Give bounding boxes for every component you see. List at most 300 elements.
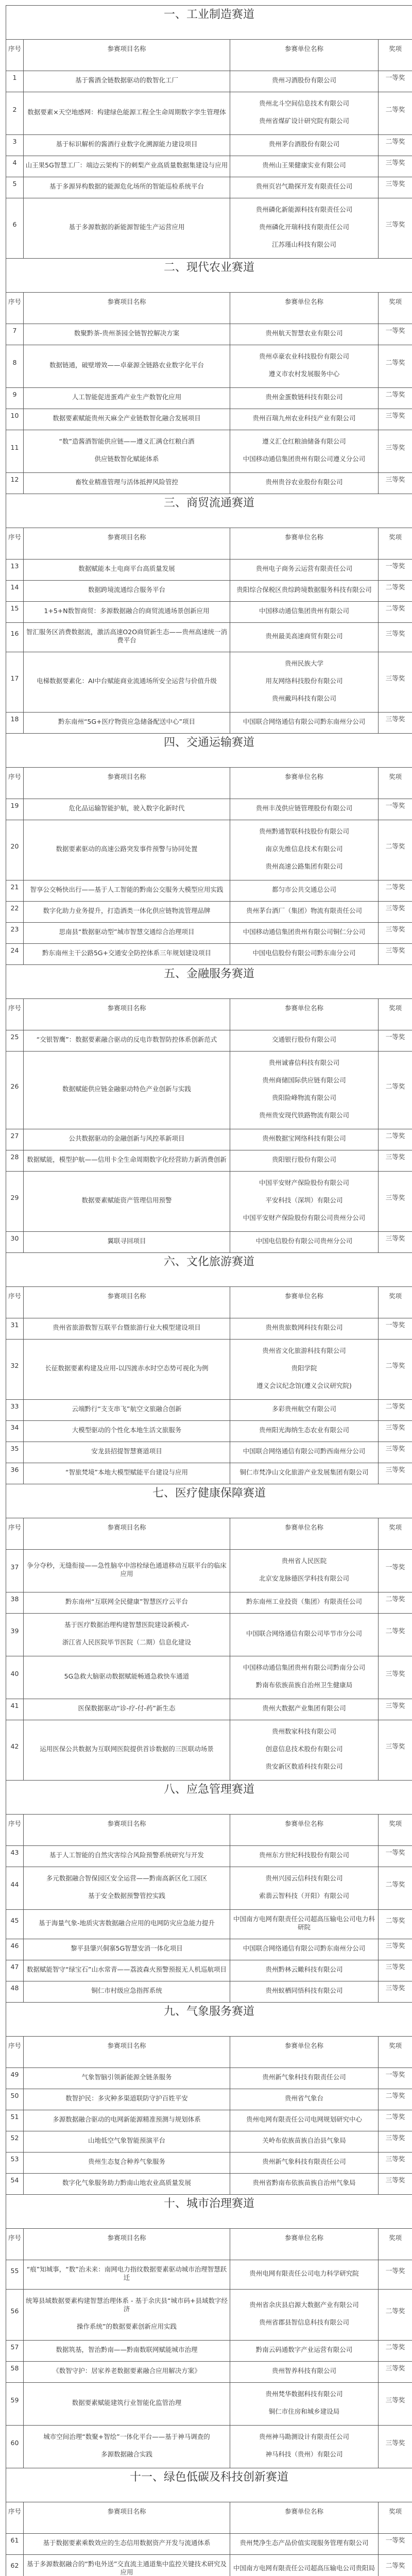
- project-name-line: 医保数据驱动“诊-疗-付-药”新生态: [25, 1704, 229, 1713]
- table-row: [6, 2089, 412, 2110]
- column-header-unit: 参赛单位名称: [230, 2502, 379, 2534]
- project-name-cell: [24, 2089, 230, 2110]
- participant-unit-cell: [230, 602, 379, 623]
- column-header-row: [6, 1287, 412, 1318]
- column-header-project: 参赛项目名称: [24, 768, 230, 799]
- project-name-line: 数据要素赋能资产管理信用预警: [25, 1196, 229, 1205]
- project-name-line: 数智护民：多灾种多渠道联防守护百姓平安: [25, 2094, 229, 2103]
- award-level: 二等奖: [379, 92, 412, 135]
- participant-unit-name: 交通银行股份有限公司: [231, 1036, 377, 1044]
- project-name-line: 数据要素赋能建筑行业智能化监管治理: [25, 2399, 229, 2407]
- award-level: 二等奖: [379, 2089, 412, 2110]
- column-header-row: [6, 999, 412, 1030]
- project-name-line: 黔东南州“5G+医疗物资应急储备配送中心”项目: [25, 718, 229, 726]
- row-number: 1: [6, 71, 24, 92]
- award-level: 一等奖: [379, 1318, 412, 1340]
- participant-unit-name: 贵州省黔南布依族苗族自治州气象局: [231, 2179, 377, 2187]
- participant-unit-name: 索翡云智科技（开阳）有限公司: [231, 1887, 377, 1902]
- section-header-row: [6, 965, 412, 999]
- row-number: 40: [6, 1656, 24, 1699]
- row-number: 51: [6, 2110, 24, 2131]
- award-level: 三等奖: [379, 156, 412, 177]
- project-name-line: 多源数据融合驱动的电网新能源精准预测与规划体系: [25, 2115, 229, 2124]
- column-header-award: 奖项: [379, 293, 412, 324]
- participant-unit-name: 贵州高速公路集团有限公司: [231, 858, 377, 873]
- row-number: 53: [6, 2153, 24, 2174]
- table-row: [6, 1939, 412, 1960]
- section-title: 十一、绿色低碳及科技创新赛道: [6, 2468, 412, 2502]
- award-level: 三等奖: [379, 2362, 412, 2383]
- participant-unit-name: 铜仁市住房和城乡建设局: [231, 2403, 377, 2418]
- column-header-unit: 参赛单位名称: [230, 999, 379, 1030]
- column-header-award: 奖项: [379, 40, 412, 71]
- table-row: [6, 623, 412, 652]
- project-name-cell: [24, 713, 230, 734]
- participant-unit-name: 贵州阳光海纳生态农业有限公司: [231, 1426, 377, 1434]
- table-row: [6, 430, 412, 473]
- project-name-cell: [24, 1614, 230, 1656]
- project-name-line: 电梯数据要素化：AI中台赋能商业流通场所安全运营与价值升级: [25, 677, 229, 685]
- row-number: 44: [6, 1867, 24, 1910]
- row-number: 50: [6, 2089, 24, 2110]
- award-level: 三等奖: [379, 1939, 412, 1960]
- participant-unit-cell: [230, 2290, 379, 2341]
- participant-unit-cell: [230, 1318, 379, 1340]
- award-level: 三等奖: [379, 2131, 412, 2153]
- project-name-cell: [24, 2426, 230, 2468]
- table-row: [6, 713, 412, 734]
- column-header-award: 奖项: [379, 1815, 412, 1846]
- award-level: 三等奖: [379, 944, 412, 965]
- column-header-row: [6, 528, 412, 560]
- participant-unit-name: 关岭布依族苗族自治县气象局: [231, 2137, 377, 2145]
- project-name-cell: [24, 430, 230, 473]
- project-name-line: 长征数据要素构建及应用-以四渡赤水时空态势可视化为例: [25, 1364, 229, 1372]
- table-row: [6, 2174, 412, 2195]
- participant-unit-cell: [230, 1656, 379, 1699]
- participant-unit-cell: [230, 2426, 379, 2468]
- project-name-cell: [24, 1981, 230, 2003]
- project-name-cell: [24, 1960, 230, 1981]
- award-level: 二等奖: [379, 581, 412, 602]
- project-name-cell: [24, 1421, 230, 1442]
- participant-unit-cell: [230, 799, 379, 820]
- project-name-line: 智汇服务区消费数据流，激活高速O2O商贸新生态——贵州高速统一消费平台: [25, 628, 229, 645]
- section-header-row: [6, 6, 412, 40]
- award-level: 三等奖: [379, 2153, 412, 2174]
- table-row: [6, 2290, 412, 2341]
- row-number: 22: [6, 902, 24, 923]
- project-name-line: 基于安全数据预警管控实践: [25, 1887, 229, 1902]
- participant-unit-name: 贵州省煤矿设计研究院有限公司: [231, 112, 377, 127]
- column-header-unit: 参赛单位名称: [230, 528, 379, 560]
- project-name-cell: [24, 198, 230, 259]
- project-name-line: 数据要素×天空地感网：构建绿色能源工程全生命周期数字孪生管理体: [25, 108, 229, 116]
- project-name-cell: [24, 2260, 230, 2290]
- participant-unit-name: 贵州新气象科技有限责任公司: [231, 2158, 377, 2166]
- section-title: 六、文化旅游赛道: [6, 1253, 412, 1287]
- award-level: 三等奖: [379, 652, 412, 713]
- participant-unit-name: 贵州蚁栖同悟科技有限公司: [231, 1987, 377, 1995]
- section-title: 四、交通运输赛道: [6, 734, 412, 768]
- table-row: [6, 2534, 412, 2555]
- row-number: 9: [6, 388, 24, 409]
- participant-unit-name: 贵州茅台酒股份有限公司: [231, 140, 377, 148]
- project-name-cell: [24, 1846, 230, 1867]
- participant-unit-name: 中国平安财产保险股份有限公司: [231, 1177, 377, 1192]
- column-header-unit: 参赛单位名称: [230, 40, 379, 71]
- project-name-line: 统筹县域数据要素构建智慧治理体系 - 基于余庆县“城市码+县域数字经济: [25, 2295, 229, 2318]
- row-number: 56: [6, 2290, 24, 2341]
- project-name-line: 多元数据融合智保园区安全运营——黔南高新区化工园区: [25, 1872, 229, 1887]
- award-level: 三等奖: [379, 2426, 412, 2468]
- project-name-line: 数字化气象服务助力黔南山地农业高质量发展: [25, 2179, 229, 2187]
- award-level: 二等奖: [379, 345, 412, 388]
- award-level: 三等奖: [379, 1150, 412, 1172]
- participant-unit-cell: [230, 71, 379, 92]
- award-level: 三等奖: [379, 2174, 412, 2195]
- table-row: [6, 2131, 412, 2153]
- project-name-cell: [24, 1592, 230, 1614]
- participant-unit-cell: [230, 880, 379, 902]
- participant-unit-name: 贵州页岩气勘探开发有限责任公司: [231, 182, 377, 191]
- participant-unit-name: 贵州省郡县智信息科技有限公司: [231, 2314, 377, 2329]
- participant-unit-cell: [230, 1463, 379, 1484]
- project-name-cell: [24, 1550, 230, 1592]
- award-table: [6, 5, 412, 2576]
- award-level: 一等奖: [379, 71, 412, 92]
- row-number: 21: [6, 880, 24, 902]
- row-number: 18: [6, 713, 24, 734]
- project-name-line: 基于多源数据的新能源智能生产运营应用: [25, 223, 229, 231]
- table-row: [6, 1592, 412, 1614]
- project-name-cell: [24, 1720, 230, 1781]
- award-level: 三等奖: [379, 923, 412, 944]
- award-level: 二等奖: [379, 1340, 412, 1400]
- participant-unit-name: 中国南方电网有限责任公司超高压输电公司电力科研院: [231, 1915, 377, 1931]
- row-number: 4: [6, 156, 24, 177]
- participant-unit-name: 贵州百瑞九州农业科技产业有限公司: [231, 414, 377, 422]
- column-header-unit: 参赛单位名称: [230, 1518, 379, 1550]
- column-header-unit: 参赛单位名称: [230, 2229, 379, 2260]
- row-number: 54: [6, 2174, 24, 2195]
- project-name-line: “智旅梵境”本地大模型赋能平台建设与应用: [25, 1468, 229, 1477]
- table-row: [6, 602, 412, 623]
- project-name-cell: [24, 581, 230, 602]
- project-name-cell: [24, 799, 230, 820]
- participant-unit-cell: [230, 2534, 379, 2555]
- table-row: [6, 388, 412, 409]
- participant-unit-cell: [230, 2174, 379, 2195]
- project-name-cell: [24, 2383, 230, 2426]
- table-row: [6, 2260, 412, 2290]
- row-number: 39: [6, 1614, 24, 1656]
- project-name-cell: [24, 1340, 230, 1400]
- project-name-cell: [24, 1699, 230, 1720]
- project-name-line: 操作系统”的数据要素创新应用实践: [25, 2318, 229, 2333]
- table-row: [6, 71, 412, 92]
- participant-unit-name: 贵州磷化新能源科技有限责任公司: [231, 204, 377, 218]
- table-row: [6, 560, 412, 581]
- column-header-project: 参赛项目名称: [24, 2037, 230, 2068]
- row-number: 6: [6, 198, 24, 259]
- participant-unit-cell: [230, 944, 379, 965]
- award-level: 一等奖: [379, 324, 412, 345]
- section-title: 七、医疗健康保障赛道: [6, 1484, 412, 1518]
- participant-unit-cell: [230, 1846, 379, 1867]
- section-title: 二、现代农业赛道: [6, 259, 412, 293]
- award-level: 二等奖: [379, 1867, 412, 1910]
- project-name-cell: [24, 602, 230, 623]
- participant-unit-cell: [230, 623, 379, 652]
- table-row: [6, 2362, 412, 2383]
- participant-unit-cell: [230, 1550, 379, 1592]
- participant-unit-name: 中国电信股份有限公司黔东南分公司: [231, 949, 377, 957]
- project-name-cell: [24, 1463, 230, 1484]
- column-header-row: [6, 1815, 412, 1846]
- project-name-cell: [24, 1030, 230, 1052]
- project-name-line: 贵州省旅游数智互联平台暨旅游行业大模型建设项目: [25, 1324, 229, 1332]
- column-header-unit: 参赛单位名称: [230, 2037, 379, 2068]
- participant-unit-name: 江苏瑾山科技有限公司: [231, 236, 377, 251]
- project-name-cell: [24, 1910, 230, 1939]
- project-name-line: 云端黔行“支支串飞”航空文旅融合创新: [25, 1405, 229, 1413]
- award-level: 一等奖: [379, 560, 412, 581]
- participant-unit-name: 贵州省文化旅游科技有限公司: [231, 1345, 377, 1360]
- row-number: 19: [6, 799, 24, 820]
- project-name-line: 黎平县肇兴侗寨5G智慧安消一体化项目: [25, 1944, 229, 1953]
- award-level: 一等奖: [379, 2068, 412, 2089]
- project-name-line: 危化品运输智能护航，驶入数字化新时代: [25, 804, 229, 812]
- column-header-no: 序号: [6, 293, 24, 324]
- column-header-row: [6, 1518, 412, 1550]
- project-name-cell: [24, 1172, 230, 1232]
- project-name-line: 翼联寻回项目: [25, 1237, 229, 1245]
- participant-unit-name: 北京安龙脉德医学科技有限公司: [231, 1570, 377, 1585]
- section-header-row: [6, 2003, 412, 2037]
- column-header-row: [6, 40, 412, 71]
- project-name-cell: [24, 2068, 230, 2089]
- section-header-row: [6, 734, 412, 768]
- award-level: 三等奖: [379, 1172, 412, 1232]
- participant-unit-cell: [230, 1699, 379, 1720]
- table-row: [6, 1463, 412, 1484]
- table-row: [6, 156, 412, 177]
- row-number: 34: [6, 1421, 24, 1442]
- participant-unit-cell: [230, 923, 379, 944]
- award-level: 三等奖: [379, 2383, 412, 2426]
- row-number: 42: [6, 1720, 24, 1781]
- table-row: [6, 1720, 412, 1781]
- column-header-row: [6, 2502, 412, 2534]
- column-header-project: 参赛项目名称: [24, 1518, 230, 1550]
- project-name-line: 山地低空气象智能预演平台: [25, 2137, 229, 2145]
- project-name-line: 基于海量气象-地质灾害数据融合应用的电网防灾应急能力提升: [25, 1919, 229, 1927]
- project-name-line: 运用医保公共数据为互联网医院提供首诊数据的三医联动场景: [25, 1745, 229, 1753]
- section-header-row: [6, 1253, 412, 1287]
- column-header-no: 序号: [6, 2502, 24, 2534]
- row-number: 5: [6, 177, 24, 198]
- row-number: 45: [6, 1910, 24, 1939]
- participant-unit-cell: [230, 177, 379, 198]
- row-number: 25: [6, 1030, 24, 1052]
- award-level: 二等奖: [379, 1614, 412, 1656]
- participant-unit-name: 贵州省气象台: [231, 2094, 377, 2103]
- table-row: [6, 1400, 412, 1421]
- project-name-line: 城市空间治理“数聚+智绘”一体化平台——基于神马调查的: [25, 2431, 229, 2446]
- project-name-cell: [24, 1232, 230, 1253]
- row-number: 12: [6, 473, 24, 494]
- table-row: [6, 473, 412, 494]
- table-row: [6, 1172, 412, 1232]
- participant-unit-name: 中国移动通信集团贵州有限公司黔南分公司: [231, 1662, 377, 1676]
- participant-unit-name: 黔东南州工业投资（集团）有限责任公司: [231, 1598, 377, 1606]
- participant-unit-cell: [230, 1172, 379, 1232]
- column-header-no: 序号: [6, 1287, 24, 1318]
- participant-unit-cell: [230, 2383, 379, 2426]
- project-name-line: “数”造酱酒智能供应链——遵义汇满仓红粮白酒: [25, 435, 229, 450]
- participant-unit-cell: [230, 345, 379, 388]
- participant-unit-name: 贵州黔通智联科技股份有限公司: [231, 825, 377, 840]
- participant-unit-name: 铜仁市梵净山文化旅游产业发展集团有限公司: [231, 1468, 377, 1477]
- project-name-line: 争分夺秒，无缝衔接——急性脑卒中溶栓绿色通道移动互联平台的临床应用: [25, 1562, 229, 1578]
- column-header-unit: 参赛单位名称: [230, 293, 379, 324]
- project-name-line: 智享公交畅快出行——基于人工智能的黔南公交服务大模型应用实践: [25, 886, 229, 894]
- row-number: 15: [6, 602, 24, 623]
- participant-unit-name: 贵州贵谷农业股份有限公司: [231, 478, 377, 486]
- row-number: 47: [6, 1960, 24, 1981]
- participant-unit-name: 贵安新区数盾科技有限公司: [231, 1758, 377, 1773]
- project-name-cell: [24, 560, 230, 581]
- participant-unit-name: 黔南云码通数字产业运营有限公司: [231, 2346, 377, 2354]
- project-name-line: 铜仁市村级应急指挥系统: [25, 1987, 229, 1995]
- participant-unit-name: 中国电信股份有限公司贵州分公司: [231, 1237, 377, 1245]
- participant-unit-cell: [230, 473, 379, 494]
- row-number: 37: [6, 1550, 24, 1592]
- participant-unit-cell: [230, 1614, 379, 1656]
- table-row: [6, 1150, 412, 1172]
- table-row: [6, 1442, 412, 1463]
- participant-unit-name: 贵阳学院: [231, 1360, 377, 1377]
- participant-unit-cell: [230, 1910, 379, 1939]
- participant-unit-name: 遵义市农村发展服务中心: [231, 365, 377, 380]
- column-header-award: 奖项: [379, 528, 412, 560]
- row-number: 27: [6, 1129, 24, 1150]
- row-number: 32: [6, 1340, 24, 1400]
- award-level: 一等奖: [379, 1846, 412, 1867]
- project-name-cell: [24, 2555, 230, 2576]
- project-name-line: “痕”知城事，“数”治未来：南网电力指纹数据要素驱动城市治理智慧跃迁: [25, 2265, 229, 2282]
- section-title: 十、城市治理赛道: [6, 2195, 412, 2229]
- project-name-cell: [24, 2110, 230, 2131]
- project-name-line: 数据赋能，模型护航——信用卡全生命周期数字化经营助力新消费创新: [25, 1156, 229, 1164]
- table-row: [6, 135, 412, 156]
- row-number: 16: [6, 623, 24, 652]
- participant-unit-name: 贵州梵净生态产品价值实现服务管理有限公司: [231, 2539, 377, 2547]
- row-number: 24: [6, 944, 24, 965]
- section-title: 九、气象服务赛道: [6, 2003, 412, 2037]
- row-number: 13: [6, 560, 24, 581]
- participant-unit-name: 贵州数据宝网络科技有限公司: [231, 1134, 377, 1143]
- participant-unit-name: 黔南布依族苗族自治州卫生健康局: [231, 1676, 377, 1691]
- table-row: [6, 2341, 412, 2362]
- participant-unit-name: 神马科技（贵州）有限公司: [231, 2446, 377, 2461]
- project-name-cell: [24, 1867, 230, 1910]
- participant-unit-cell: [230, 409, 379, 430]
- project-name-line: 浙江省人民医院毕节医院（二期）信息化建设: [25, 1634, 229, 1649]
- row-number: 17: [6, 652, 24, 713]
- row-number: 38: [6, 1592, 24, 1614]
- row-number: 61: [6, 2534, 24, 2555]
- row-number: 59: [6, 2383, 24, 2426]
- column-header-project: 参赛项目名称: [24, 40, 230, 71]
- project-name-line: “交银智鹰”：数据要素融合驱动的反电诈数智防控体系创新范式: [25, 1036, 229, 1044]
- row-number: 3: [6, 135, 24, 156]
- award-level: 三等奖: [379, 902, 412, 923]
- participant-unit-cell: [230, 652, 379, 713]
- column-header-project: 参赛项目名称: [24, 999, 230, 1030]
- row-number: 52: [6, 2131, 24, 2153]
- project-name-cell: [24, 409, 230, 430]
- table-row: [6, 409, 412, 430]
- participant-unit-name: 平安科技（深圳）有限公司: [231, 1192, 377, 1209]
- award-level: 一等奖: [379, 2534, 412, 2555]
- table-row: [6, 1699, 412, 1720]
- project-name-cell: [24, 2174, 230, 2195]
- participant-unit-name: 贵阳银行股份有限公司: [231, 1156, 377, 1164]
- project-name-line: 1+5+N数智商贸：多源数据融合的商贸流通场景创新应用: [25, 607, 229, 615]
- project-name-cell: [24, 177, 230, 198]
- participant-unit-name: 贵州梵华数据科技有限公司: [231, 2388, 377, 2403]
- row-number: 62: [6, 2555, 24, 2576]
- participant-unit-cell: [230, 1232, 379, 1253]
- participant-unit-name: 贵州大数据产业集团有限公司: [231, 1704, 377, 1713]
- project-name-line: 数据筑基，智治黔南——黔南数联网赋能城市治理: [25, 2346, 229, 2354]
- participant-unit-name: 用友网络科技股份有限公司: [231, 672, 377, 690]
- table-row: [6, 1232, 412, 1253]
- column-header-award: 奖项: [379, 2229, 412, 2260]
- participant-unit-cell: [230, 2362, 379, 2383]
- participant-unit-name: 中国联合网络通信有限公司黔东南州分公司: [231, 1944, 377, 1953]
- award-level: 三等奖: [379, 409, 412, 430]
- column-header-project: 参赛项目名称: [24, 293, 230, 324]
- participant-unit-name: 都匀市公共交通总公司: [231, 886, 377, 894]
- section-title: 三、商贸流通赛道: [6, 494, 412, 528]
- project-name-line: 黔东南州“互联网全民健康”智慧医疗云平台: [25, 1598, 229, 1606]
- table-row: [6, 1656, 412, 1699]
- participant-unit-cell: [230, 2068, 379, 2089]
- project-name-line: 数聚黔茶-贵州茶园全链智控解决方案: [25, 329, 229, 337]
- project-name-cell: [24, 71, 230, 92]
- row-number: 55: [6, 2260, 24, 2290]
- award-level: 二等奖: [379, 1592, 412, 1614]
- participant-unit-cell: [230, 1421, 379, 1442]
- row-number: 28: [6, 1150, 24, 1172]
- award-level: 二等奖: [379, 2110, 412, 2131]
- table-row: [6, 944, 412, 965]
- project-name-line: 基于数据要素乘数效应的生态信用数据资产开发与流通体系: [25, 2539, 229, 2547]
- participant-unit-cell: [230, 713, 379, 734]
- participant-unit-name: 贵州诚睿信科技有限公司: [231, 1057, 377, 1072]
- project-name-cell: [24, 1318, 230, 1340]
- participant-unit-name: 贵州省余庆县启源大数据产业有限公司: [231, 2299, 377, 2314]
- table-row: [6, 1129, 412, 1150]
- participant-unit-name: 中国联合网络通信有限公司黔西南州分公司: [231, 1447, 377, 1455]
- table-row: [6, 2110, 412, 2131]
- participant-unit-cell: [230, 2131, 379, 2153]
- participant-unit-name: 中国联合网络通信有限公司毕节市分公司: [231, 1630, 377, 1638]
- project-name-cell: [24, 944, 230, 965]
